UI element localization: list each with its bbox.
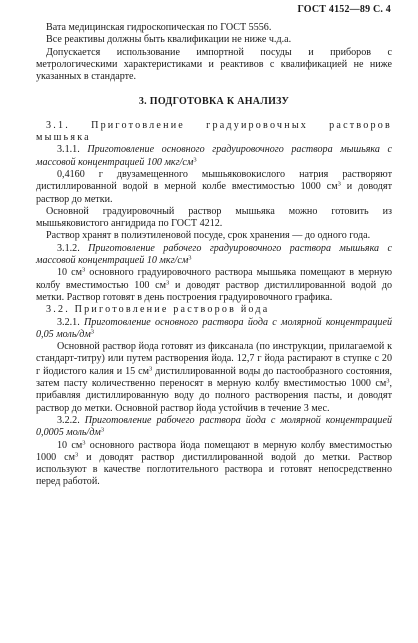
superscript-3: 3	[166, 279, 170, 287]
para-text: 10 см	[57, 439, 83, 451]
para-text: 0,4160 г двузамещенного мышьяковокислого натрия растворяют дистиллированной водой в мерной колбе вместимостью 1000 см	[36, 168, 392, 193]
clause-3-1-1-para-1	[36, 169, 392, 206]
superscript-3: 3	[193, 156, 197, 164]
para-text: Основной раствор йода готовят из фиксанала (по инструкции, прилагаемой к стандарт-титру) или путем растворения йода. 12,7 г йода растирают в ступке с 20 г йодистого калия и 15 см	[36, 341, 392, 377]
clause-3-1-2-title	[36, 243, 392, 268]
clause-3-1-1-para-2: Основной градуировочный раствор мышьяка можно готовить из мышьяковистого ангидрида по ГОСТ 4212.	[36, 205, 392, 230]
subsection-3-2-heading: 3.2. Приготовление растворов йода	[46, 304, 270, 316]
clause-title: Приготовление рабочего раствора йода с молярной концентрацией 0,0005 моль/дм	[36, 414, 392, 439]
clause-number: 3.1.2.	[57, 242, 80, 254]
clause-3-2-1-para-1	[36, 341, 392, 415]
intro-line-3: Допускается использование импортной посуды и приборов с метрологическими характеристиками и реактивов с квалификацией не ниже указанных в стандарте.	[36, 46, 392, 83]
clause-3-1-1-para-3: Раствор хранят в полиэтиленовой посуде, срок хранения — до одного года.	[46, 230, 371, 242]
para-text: дистиллированной воды до пастообразного состояния, затем пасту количественно переносят в мерную колбу вместимостью 1000 см	[36, 365, 392, 390]
superscript-3: 3	[81, 266, 86, 274]
page-content	[36, 22, 392, 489]
superscript-3: 3	[100, 426, 105, 434]
superscript-3: 3	[188, 254, 192, 262]
clause-title: Приготовление основного раствора йода с молярной концентрацией 0,05 моль/дм	[36, 316, 392, 340]
superscript-3: 3	[337, 180, 341, 188]
section-title: 3. ПОДГОТОВКА К АНАЛИЗУ	[138, 96, 290, 108]
para-text: 10 см	[57, 267, 82, 279]
clause-title: Приготовление рабочего градуировочного раствора мышьяка с массовой концентрацией 10 мкг/см	[36, 242, 392, 267]
para-text: основного градуировочного раствора мышьяка помещают в мерную колбу вместимостью 100 см	[36, 267, 392, 291]
clause-3-2-2-title	[36, 415, 392, 440]
superscript-3: 3	[149, 365, 153, 373]
clause-3-1-1-title	[36, 144, 392, 169]
para-text: , прибавляя дистиллированную воду до полного растворения пасты, и доводят раствор до метки. Основной раствор йода устойчив в течение 3 мес.	[36, 378, 392, 414]
para-text: и доводят раствор дистиллированной водой до метки. Раствор используют в качестве поглотительного раствора и готовят непосредственно перед работой.	[36, 451, 392, 488]
para-text: и доводят раствор до метки.	[36, 181, 392, 205]
clause-3-2-2-para-1	[36, 440, 392, 489]
para-text: и доводят раствор дистиллированной водой до метки. Раствор готовят в день построения градуировочного графика.	[36, 279, 392, 303]
clause-number: 3.2.2.	[57, 414, 80, 426]
clause-title: Приготовление основного градуировочного раствора мышьяка с массовой концентрацией 100 мкг/см	[36, 144, 392, 168]
superscript-3: 3	[90, 328, 95, 336]
intro-line-1: Вата медицинская гидроскопическая по ГОСТ 5556.	[46, 22, 272, 33]
clause-3-2-1-title	[36, 317, 392, 342]
subsection-3-1-heading: 3.1. Приготовление градуировочных растворов мышьяка	[36, 119, 392, 144]
intro-line-2: Все реактивы должны быть квалификации не ниже ч.д.а.	[46, 34, 292, 46]
clause-number: 3.1.1.	[57, 144, 80, 156]
superscript-3: 3	[82, 439, 86, 446]
page-header: ГОСТ 4152—89 С. 4	[297, 4, 391, 15]
clause-number: 3.2.1.	[57, 316, 80, 328]
superscript-3: 3	[75, 451, 79, 459]
superscript-3: 3	[386, 377, 390, 385]
clause-3-1-2-para-1	[36, 267, 392, 304]
para-text: основного раствора йода помещают в мерную колбу вместимостью 1000 см	[36, 439, 392, 463]
